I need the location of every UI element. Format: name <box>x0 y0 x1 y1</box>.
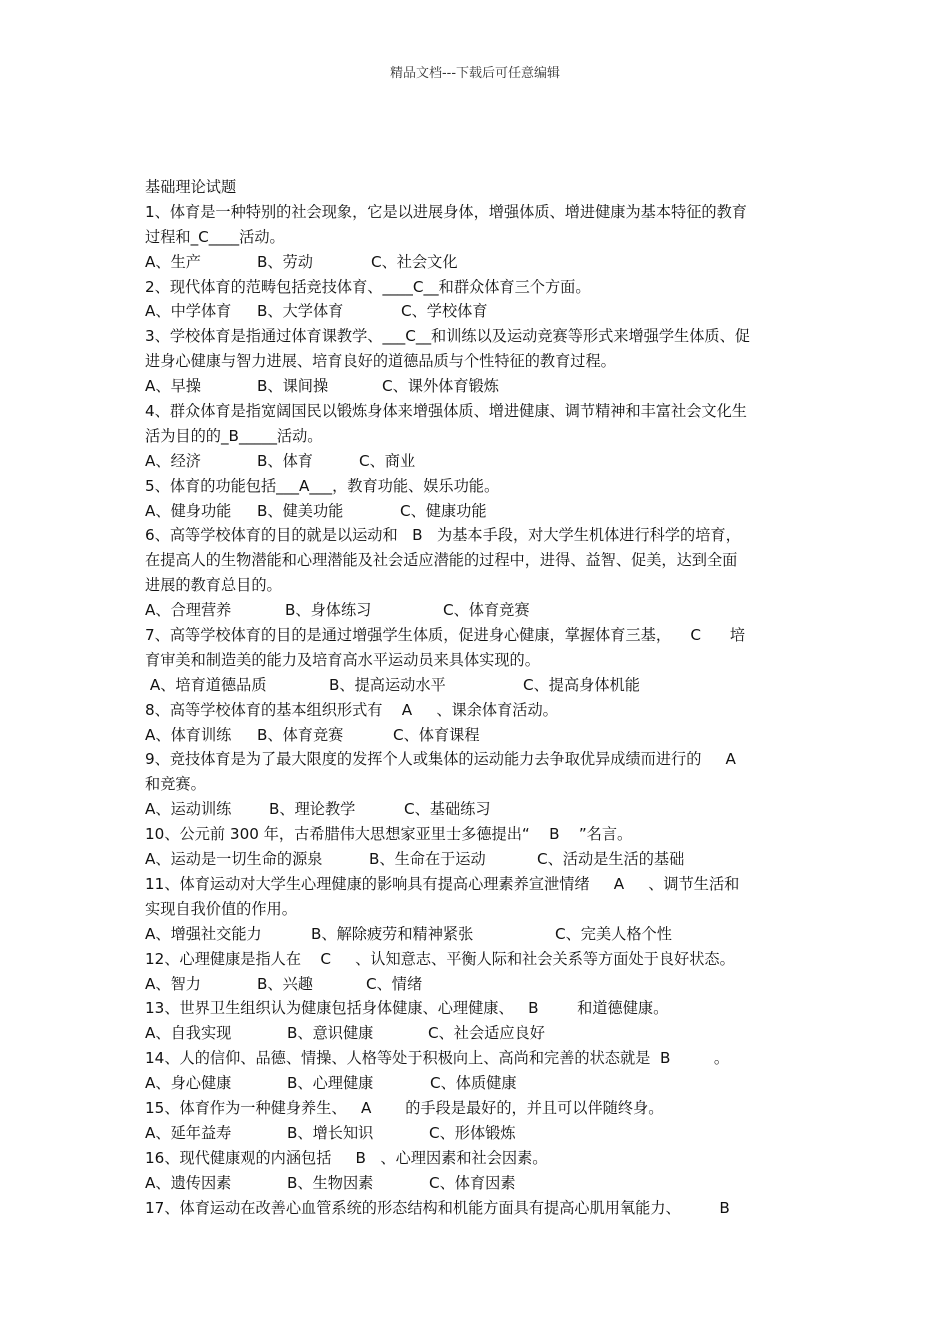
question-text: 13、世界卫生组织认为健康包括身体健康、心理健康、 B 和道德健康。 <box>145 999 669 1018</box>
document-title: 基础理论试题 <box>145 178 237 196</box>
question-text: 5、体育的功能包括___A___，教育功能、娱乐功能。 <box>145 476 500 495</box>
answer-option: A、中学体育 <box>145 302 232 321</box>
question-text: 12、心理健康是指人在 C 、认知意志、平衡人际和社会关系等方面处于良好状态。 <box>145 949 735 968</box>
answer-option: B、大学体育 <box>257 302 344 321</box>
answer-option: A、遗传因素 <box>145 1173 232 1192</box>
answer-option: A、生产 <box>145 252 201 271</box>
document-body <box>145 175 810 1220</box>
answer-option: C、形体锻炼 <box>429 1123 516 1142</box>
answer-options <box>145 1071 810 1096</box>
answer-option: A、合理营养 <box>145 601 232 620</box>
question-text: 10、公元前 300 年，古希腊伟大思想家亚里士多德提出“ B ”名言。 <box>145 825 633 844</box>
answer-option: C、社会适应良好 <box>428 1024 545 1043</box>
answer-option: C、健康功能 <box>400 501 487 520</box>
answer-option: B、增长知识 <box>287 1123 374 1142</box>
answer-option: B、健美功能 <box>257 501 344 520</box>
answer-option: B、劳动 <box>257 252 313 271</box>
answer-option: C、商业 <box>359 451 416 470</box>
answer-option: B、提高运动水平 <box>329 675 446 694</box>
question-text: 和竞赛。 <box>145 775 206 794</box>
answer-options <box>145 299 810 324</box>
answer-option: C、体育因素 <box>429 1173 516 1192</box>
question-text: 活为目的的_B_____活动。 <box>145 426 323 445</box>
question-text: 育审美和制造美的能力及培育高水平运动员来具体实现的。 <box>145 650 540 669</box>
answer-option: C、学校体育 <box>401 302 488 321</box>
answer-options <box>145 1171 810 1196</box>
question-text: 8、高等学校体育的基本组织形式有 A 、课余体育活动。 <box>145 700 558 719</box>
answer-options <box>145 499 810 524</box>
answer-option: A、健身功能 <box>145 501 232 520</box>
answer-option: B、生命在于运动 <box>369 850 486 869</box>
answer-option: A、早操 <box>145 377 201 396</box>
question-text: 6、高等学校体育的目的就是以运动和 B 为基本手段，对大学生机体进行科学的培育， <box>145 526 741 545</box>
answer-option: A、运动是一切生命的源泉 <box>145 850 323 869</box>
answer-option: C、体育课程 <box>393 725 480 744</box>
answer-options <box>145 598 810 623</box>
question-text: 3、学校体育是指通过体育课教学、___C__和训练以及运动竞赛等形式来增强学生体质、促 <box>145 327 750 346</box>
question-text: 实现自我价值的作用。 <box>145 899 297 918</box>
answer-option: C、完美人格个性 <box>555 924 672 943</box>
question-text: 11、体育运动对大学生心理健康的影响具有提高心理素养宣泄情绪 A 、调节生活和 <box>145 874 740 893</box>
answer-option: A、自我实现 <box>145 1024 232 1043</box>
answer-option: C、社会文化 <box>371 252 458 271</box>
question-text: 过程和_C____活动。 <box>145 227 285 246</box>
question-text: 17、体育运动在改善心血管系统的形态结构和机能方面具有提高心肌用氧能力、 B <box>145 1198 730 1217</box>
question-text: 15、体育作为一种健身养生、 A 的手段是最好的，并且可以伴随终身。 <box>145 1098 664 1117</box>
question-text: 9、竞技体育是为了最大限度的发挥个人或集体的运动能力去争取优异成绩而进行的 A <box>145 750 736 769</box>
answer-option: B、体育 <box>257 451 313 470</box>
question-text: 在提高人的生物潜能和心理潜能及社会适应潜能的过程中，进得、益智、促美，达到全面 <box>145 551 738 570</box>
answer-option: C、课外体育锻炼 <box>382 377 499 396</box>
answer-option: A、体育训练 <box>145 725 232 744</box>
answer-option: A、增强社交能力 <box>145 924 262 943</box>
question-text: 14、人的信仰、品德、情操、人格等处于积极向上、高尚和完善的状态就是 B 。 <box>145 1049 730 1068</box>
question-text: 2、现代体育的范畴包括竞技体育、____C__和群众体育三个方面。 <box>145 277 591 296</box>
page-header: 精品文档---下载后可任意编辑 <box>389 66 561 81</box>
answer-option: B、理论教学 <box>269 800 356 819</box>
question-text: 7、高等学校体育的目的是通过增强学生体质，促进身心健康，掌握体育三基， C 培 <box>145 626 746 645</box>
answer-options <box>145 1121 810 1146</box>
answer-option: C、提高身体机能 <box>523 675 640 694</box>
answer-option: C、体育竞赛 <box>443 601 530 620</box>
question-text: 4、群众体育是指宽阔国民以锻炼身体来增强体质、增进健康、调节精神和丰富社会文化生 <box>145 402 747 421</box>
answer-option: B、心理健康 <box>287 1074 374 1093</box>
question-text: 16、现代健康观的内涵包括 B 、心理因素和社会因素。 <box>145 1148 548 1167</box>
question-text: 1、体育是一种特别的社会现象，它是以进展身体，增强体质、增进健康为基本特征的教育 <box>145 202 747 221</box>
answer-options <box>145 797 810 822</box>
answer-options <box>145 972 810 997</box>
answer-option: B、兴趣 <box>257 974 313 993</box>
answer-option: B、体育竞赛 <box>257 725 344 744</box>
answer-option: A、培育道德品质 <box>145 675 267 694</box>
answer-option: A、智力 <box>145 974 201 993</box>
answer-option: C、情绪 <box>366 974 423 993</box>
answer-option: B、生物因素 <box>287 1173 374 1192</box>
answer-option: A、身心健康 <box>145 1074 232 1093</box>
answer-option: C、基础练习 <box>404 800 491 819</box>
answer-options <box>145 723 810 748</box>
answer-option: B、解除疲劳和精神紧张 <box>311 924 474 943</box>
answer-option: C、体质健康 <box>430 1074 517 1093</box>
answer-option: B、身体练习 <box>285 601 372 620</box>
answer-options <box>145 847 810 872</box>
answer-options <box>145 673 810 698</box>
answer-option: A、经济 <box>145 451 201 470</box>
answer-option: C、活动是生活的基础 <box>537 850 685 869</box>
answer-options <box>145 374 810 399</box>
answer-option: B、课间操 <box>257 377 329 396</box>
answer-option: A、延年益寿 <box>145 1123 232 1142</box>
answer-option: A、运动训练 <box>145 800 232 819</box>
question-text: 进展的教育总目的。 <box>145 576 282 595</box>
answer-options <box>145 250 810 275</box>
answer-option: B、意识健康 <box>287 1024 374 1043</box>
answer-options <box>145 449 810 474</box>
answer-options <box>145 1021 810 1046</box>
answer-options <box>145 922 810 947</box>
question-text: 进身心健康与智力进展、培育良好的道德品质与个性特征的教育过程。 <box>145 352 616 371</box>
